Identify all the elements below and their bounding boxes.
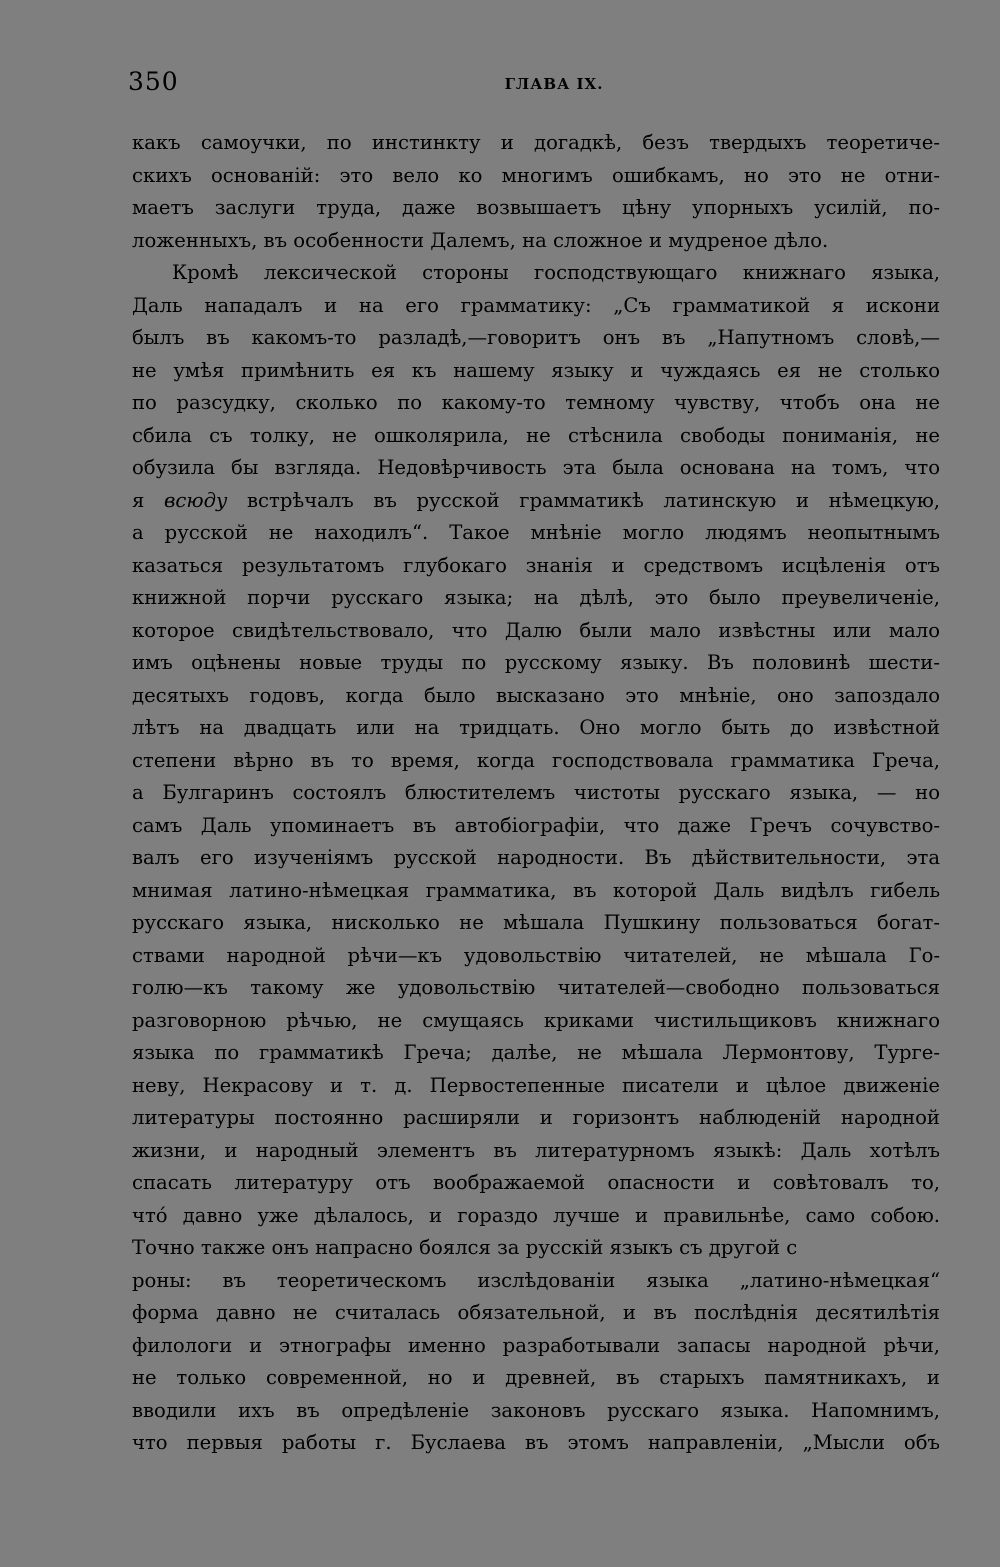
text-line: неву, Некрасову и т. д. Первостепенные писатели и цѣлое движеніе	[132, 1073, 940, 1097]
italic-text-segment: всюду	[163, 488, 228, 512]
text-line: Точно также онъ напрасно боялся за русскій языкъ съ другой с	[132, 1236, 798, 1259]
page-number: 350	[128, 67, 179, 96]
text-line: мнимая латино-нѣмецкая грамматика, въ которой Даль видѣлъ гибель	[132, 878, 940, 902]
text-line: которое свидѣтельствовало, что Далю были мало извѣстны или мало	[132, 618, 940, 642]
text-line: не только современной, но и древней, въ старыхъ памятникахъ, и	[132, 1366, 940, 1389]
text-line: а русской не находилъ“. Такое мнѣніе могло людямъ неопытнымъ	[132, 521, 940, 544]
text-line: не умѣя примѣнить ея къ нашему языку и чуждаясь ея не столько	[132, 358, 940, 382]
text-line: Кромѣ лексической стороны господствующаго книжнаго языка,	[172, 261, 940, 284]
text-line: по разсудку, сколько по какому-то темному чувству, чтобъ она не	[132, 391, 940, 414]
text-line: русскаго языка, нисколько не мѣшала Пушкину пользоваться богат-	[132, 911, 940, 934]
text-line: какъ самоучки, по инстинкту и догадкѣ, безъ твердыхъ теоретиче-	[132, 131, 940, 154]
text-segment: встрѣчалъ въ русской грамматикѣ латинскую и нѣмецкую,	[227, 488, 940, 512]
text-line: вводили ихъ въ опредѣленіе законовъ русскаго языка. Напомнимъ,	[132, 1398, 940, 1422]
text-line: книжной порчи русскаго языка; на дѣлѣ, это было преувеличеніе,	[132, 586, 940, 609]
text-line: сбила съ толку, не ошколярила, не стѣснила свободы пониманія, не	[132, 423, 940, 447]
text-line: филологи и этнографы именно разработывали запасы народной рѣчи,	[132, 1333, 940, 1357]
text-line: Даль нападалъ и на его грамматику: „Съ грамматикой я искони	[132, 293, 940, 317]
text-line: спасать литературу отъ воображаемой опасности и совѣтовалъ то,	[132, 1171, 940, 1194]
text-line: что первыя работы г. Буслаева въ этомъ направленіи, „Мысли объ	[132, 1431, 940, 1454]
text-line: былъ въ какомъ-то разладѣ,—говоритъ онъ въ „Напутномъ словѣ,—	[132, 326, 940, 349]
text-line: разговорною рѣчью, не смущаясь криками чистильщиковъ книжнаго	[132, 1008, 940, 1032]
text-line: казаться результатомъ глубокаго знанія и средствомъ исцѣленія отъ	[132, 553, 940, 577]
text-line: ложенныхъ, въ особенности Далемъ, на сложное и мудреное дѣло.	[132, 228, 829, 252]
text-line: валъ его изученіямъ русской народности. Въ дѣйствительности, эта	[132, 846, 940, 869]
text-line-italic	[132, 485, 940, 518]
text-line: самъ Даль упоминаетъ въ автобіографіи, что даже Гречъ сочувство-	[132, 813, 940, 837]
body-text	[132, 127, 940, 1460]
text-line: голю—къ такому же удовольствію читателей—свободно пользоваться	[132, 976, 940, 999]
text-line: десятыхъ годовъ, когда было высказано это мнѣніе, оно запоздало	[132, 683, 940, 707]
text-line: имъ оцѣнены новые труды по русскому языку. Въ половинѣ шести-	[132, 651, 940, 674]
text-line: маетъ заслуги труда, даже возвышаетъ цѣну упорныхъ усилій, по-	[132, 196, 940, 219]
text-line: языка по грамматикѣ Греча; далѣе, не мѣшала Лермонтову, Турге-	[132, 1041, 940, 1064]
text-segment: я	[132, 488, 164, 512]
text-line: роны: въ теоретическомъ изслѣдованіи языка „латино-нѣмецкая“	[132, 1268, 940, 1292]
text-line: форма давно не считалась обязательной, и въ послѣднія десятилѣтія	[132, 1301, 940, 1324]
text-line: а Булгаринъ состоялъ блюстителемъ чистоты русскаго языка, — но	[132, 781, 940, 804]
text-line: скихъ основаній: это вело ко многимъ ошибкамъ, но это не отни-	[132, 163, 940, 187]
text-line: ствами народной рѣчи—къ удовольствію читателей, не мѣшала Го-	[132, 943, 940, 967]
running-head: ГЛАВА IX.	[504, 75, 604, 93]
text-line: что́ давно уже дѣлалось, и гораздо лучше и правильнѣе, само собою.	[132, 1203, 940, 1227]
page-header	[128, 62, 940, 102]
text-line: литературы постоянно расширяли и горизонтъ наблюденій народной	[132, 1106, 940, 1129]
text-line: лѣтъ на двадцать или на тридцать. Оно могло быть до извѣстной	[132, 716, 940, 739]
text-line: обузила бы взгляда. Недовѣрчивость эта была основана на томъ, что	[132, 456, 940, 479]
text-line: жизни, и народный элементъ въ литературномъ языкѣ: Даль хотѣлъ	[132, 1138, 940, 1162]
text-line: степени вѣрно въ то время, когда господствовала грамматика Греча,	[132, 748, 940, 772]
